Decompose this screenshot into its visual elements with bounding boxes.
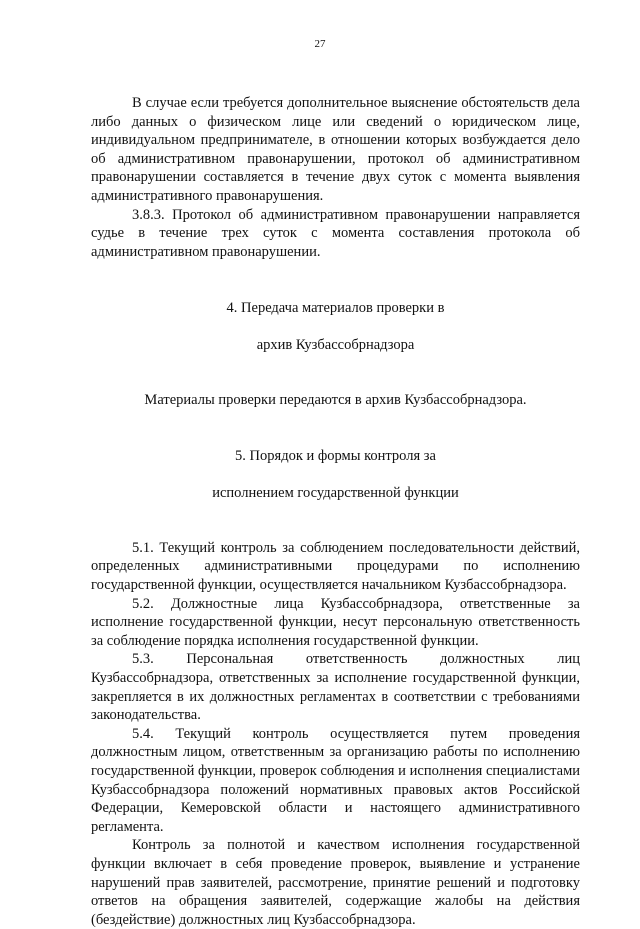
paragraph-5-3: 5.3. Персональная ответственность должностных лиц Кузбассобрнадзора, ответственных за исполнение государственной функции, закрепляется в их должностных регламентах в соответствии с требованиями законодательства. (91, 651, 580, 724)
section-4-heading-line-1: 4. Передача материалов проверки в (226, 299, 445, 316)
document-body (91, 94, 580, 929)
paragraph-control-quality: Контроль за полнотой и качеством исполнения государственной функции включает в себя проведение проверок, выявление и устранение нарушений прав заявителей, рассмотрение, принятие решений и подготовку ответов на обращения заявителей, содержащие жалобы на действия (бездействие) должностных лиц Кузбассобрнадзора. (91, 837, 580, 928)
page-number: 27 (314, 38, 326, 50)
section-5-heading-line-2: исполнением государственной функции (212, 484, 459, 501)
paragraph-5-2: 5.2. Должностные лица Кузбассобрнадзора, ответственные за исполнение государственной функции, несут персональную ответственность за соблюдение порядка исполнения государственной функции. (91, 595, 580, 649)
section-4-text: Материалы проверки передаются в архив Кузбассобрнадзора. (144, 392, 527, 409)
section-4-heading (91, 280, 580, 373)
paragraph-case-clarification: В случае если требуется дополнительное выяснение обстоятельств дела либо данных о физическом лице или сведений о юридическом лице, индивидуальном предпринимателе, в отношении которых возбуждается дело об административном правонарушении, протокол об административном правонарушении составляется в течение двух суток с момента выявления административного правонарушения. (91, 95, 580, 204)
paragraph-5-1: 5.1. Текущий контроль за соблюдением последовательности действий, определенных административными процедурами по исполнению государственной функции, осуществляется начальником Кузбассобрнадзора. (91, 539, 580, 594)
section-4-heading-line-2: архив Кузбассобрнадзора (256, 337, 415, 354)
section-5-heading-line-1: 5. Порядок и формы контроля за (235, 447, 436, 464)
paragraph-5-4: 5.4. Текущий контроль осуществляется путем проведения должностным лицом, ответственным за организацию работы по исполнению государственной функции, проверок соблюдения и исполнения специалистами Кузбассобрнадзора положений нормативных правовых актов Российской Федерации, Кемеровской области и настоящего административного регламента. (91, 725, 580, 835)
paragraph-3-8-3: 3.8.3. Протокол об административном правонарушении направляется судье в течение трех суток с момента составления протокола об административном правонарушении. (91, 206, 580, 260)
section-5-heading (91, 428, 580, 521)
